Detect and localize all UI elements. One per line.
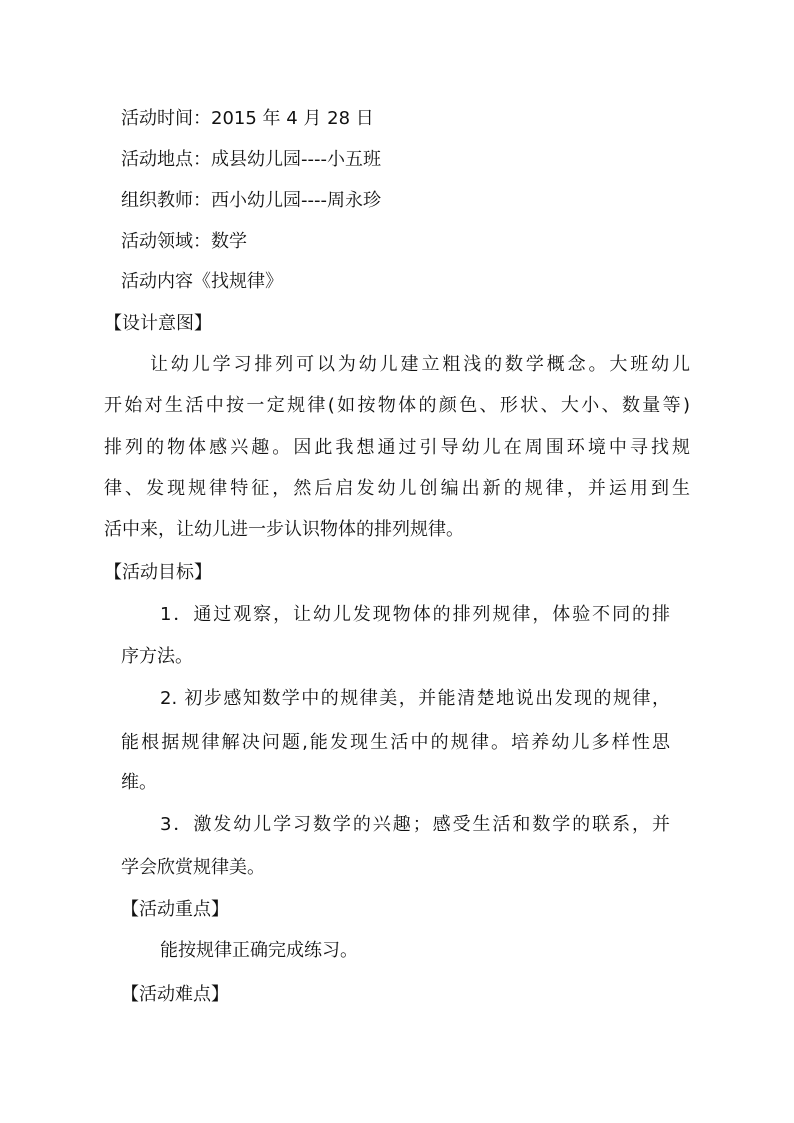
activity-time: 活动时间：2015 年 4 月 28 日	[121, 108, 374, 129]
goal-item-1-line: 1．通过观察，让幼儿发现物体的排列规律，体验不同的排	[160, 604, 670, 625]
activity-domain: 活动领域：数学	[121, 231, 247, 252]
activity-content: 活动内容《找规律》	[121, 271, 283, 292]
difficulty-heading: 【活动难点】	[121, 984, 229, 1005]
design-intent-heading: 【设计意图】	[104, 313, 212, 334]
activity-place: 活动地点：成县幼儿园----小五班	[121, 149, 381, 170]
goal-item-3-line: 学会欣赏规律美。	[121, 857, 265, 878]
design-intent-line: 排列的物体感兴趣。因此我想通过引导幼儿在周围环境中寻找规	[104, 437, 690, 458]
goal-item-2-line: 能根据规律解决问题,能发现生活中的规律。培养幼儿多样性思	[121, 732, 670, 753]
design-intent-line: 开始对生活中按一定规律(如按物体的颜色、形状、大小、数量等)	[104, 395, 690, 416]
goal-item-1-line: 序方法。	[121, 646, 193, 667]
design-intent-line: 活中来，让幼儿进一步认识物体的排列规律。	[104, 519, 464, 540]
key-point-text: 能按规律正确完成练习。	[160, 940, 358, 961]
design-intent-line: 律、发现规律特征，然后启发幼儿创编出新的规律，并运用到生	[104, 478, 690, 499]
design-intent-line: 让幼儿学习排列可以为幼儿建立粗浅的数学概念。大班幼儿	[150, 354, 690, 375]
goals-heading: 【活动目标】	[104, 562, 212, 583]
organizing-teacher: 组织教师：西小幼儿园----周永珍	[121, 190, 381, 211]
goal-item-2-line: 2. 初步感知数学中的规律美，并能清楚地说出发现的规律，	[160, 688, 670, 709]
goal-item-2-line: 维。	[121, 772, 157, 793]
goal-item-3-line: 3．激发幼儿学习数学的兴趣；感受生活和数学的联系，并	[160, 814, 670, 835]
key-point-heading: 【活动重点】	[121, 899, 229, 920]
